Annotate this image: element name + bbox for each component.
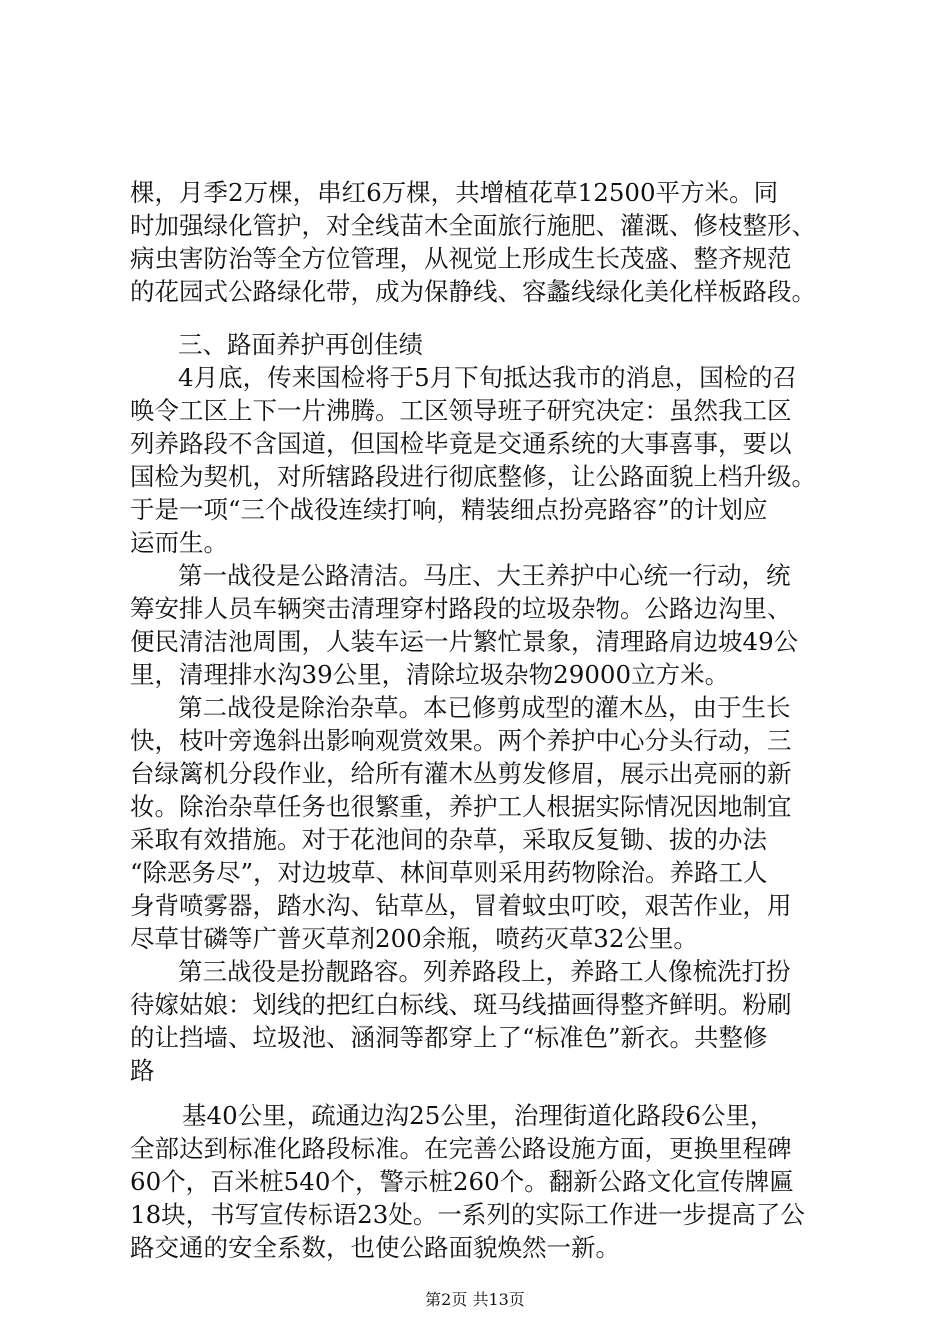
body-line: 待嫁姑娘：划线的把红白标线、斑马线描画得整齐鲜明。粉刷 [130, 990, 792, 1019]
body-line: “除恶务尽”，对边坡草、林间草则采用药物除治。养路工人 [130, 858, 768, 887]
body-line: 病虫害防治等全方位管理，从视觉上形成生长茂盛、整齐规范 [130, 244, 792, 273]
body-line: 4月底，传来国检将于5月下旬抵达我市的消息，国检的召 [178, 363, 798, 392]
body-line: 国检为契机，对所辖路段进行彻底整修，让公路面貌上档升级。 [130, 462, 816, 491]
body-line: 的让挡墙、垃圾池、涵洞等都穿上了“标准色”新衣。共整修 [130, 1023, 768, 1052]
body-line: 于是一项“三个战役连续打响，精装细点扮亮路容”的计划应 [130, 495, 768, 524]
section-heading: 三、路面养护再创佳绩 [178, 330, 423, 359]
body-line: 运而生。 [130, 528, 228, 557]
body-line: 60个，百米桩540个，警示桩260个。翻新公路文化宣传牌匾 [130, 1167, 794, 1196]
body-line: 时加强绿化管护，对全线苗木全面旅行施肥、灌溉、修枝整形、 [130, 211, 816, 240]
body-line: 身背喷雾器，踏水沟、钻草丛，冒着蚊虫叮咬，艰苦作业，用 [130, 891, 792, 920]
body-line: 唤令工区上下一片沸腾。工区领导班子研究决定：虽然我工区 [130, 396, 792, 425]
body-line: 第一战役是公路清洁。马庄、大王养护中心统一行动，统 [178, 561, 791, 590]
body-line: 棵，月季2万棵，串红6万棵，共增植花草12500平方米。同 [130, 178, 779, 207]
body-line: 里，清理排水沟39公里，清除垃圾杂物29000立方米。 [130, 660, 730, 689]
body-line: 第二战役是除治杂草。本已修剪成型的灌木丛，由于生长 [178, 693, 791, 722]
body-line: 路交通的安全系数，也使公路面貌焕然一新。 [130, 1233, 620, 1262]
body-line: 全部达到标准化路段标准。在完善公路设施方面，更换里程碑 [130, 1134, 792, 1163]
body-line: 路 [130, 1056, 155, 1085]
body-line: 的花园式公路绿化带，成为保静线、容蠡线绿化美化样板路段。 [130, 277, 816, 306]
page-footer: 第2页 共13页 [425, 1290, 525, 1309]
body-line: 列养路段不含国道，但国检毕竟是交通系统的大事喜事，要以 [130, 429, 792, 458]
body-line: 18块，书写宣传标语23处。一系列的实际工作进一步提高了公 [130, 1200, 805, 1229]
body-line: 妆。除治杂草任务也很繁重，养护工人根据实际情况因地制宜 [130, 792, 792, 821]
body-line: 基40公里，疏通边沟25公里，治理街道化路段6公里， [182, 1101, 775, 1130]
body-line: 筹安排人员车辆突击清理穿村路段的垃圾杂物。公路边沟里、 [130, 594, 792, 623]
body-line: 快，枝叶旁逸斜出影响观赏效果。两个养护中心分头行动，三 [130, 726, 792, 755]
body-line: 尽草甘磷等广普灭草剂200余瓶，喷药灭草32公里。 [130, 924, 698, 953]
body-line: 便民清洁池周围，人装车运一片繁忙景象，清理路肩边坡49公 [130, 627, 799, 656]
body-line: 台绿篱机分段作业，给所有灌木丛剪发修眉，展示出亮丽的新 [130, 759, 792, 788]
body-line: 采取有效措施。对于花池间的杂草，采取反复锄、拔的办法 [130, 825, 767, 854]
body-line: 第三战役是扮靓路容。列养路段上，养路工人像梳洗打扮 [178, 957, 791, 986]
